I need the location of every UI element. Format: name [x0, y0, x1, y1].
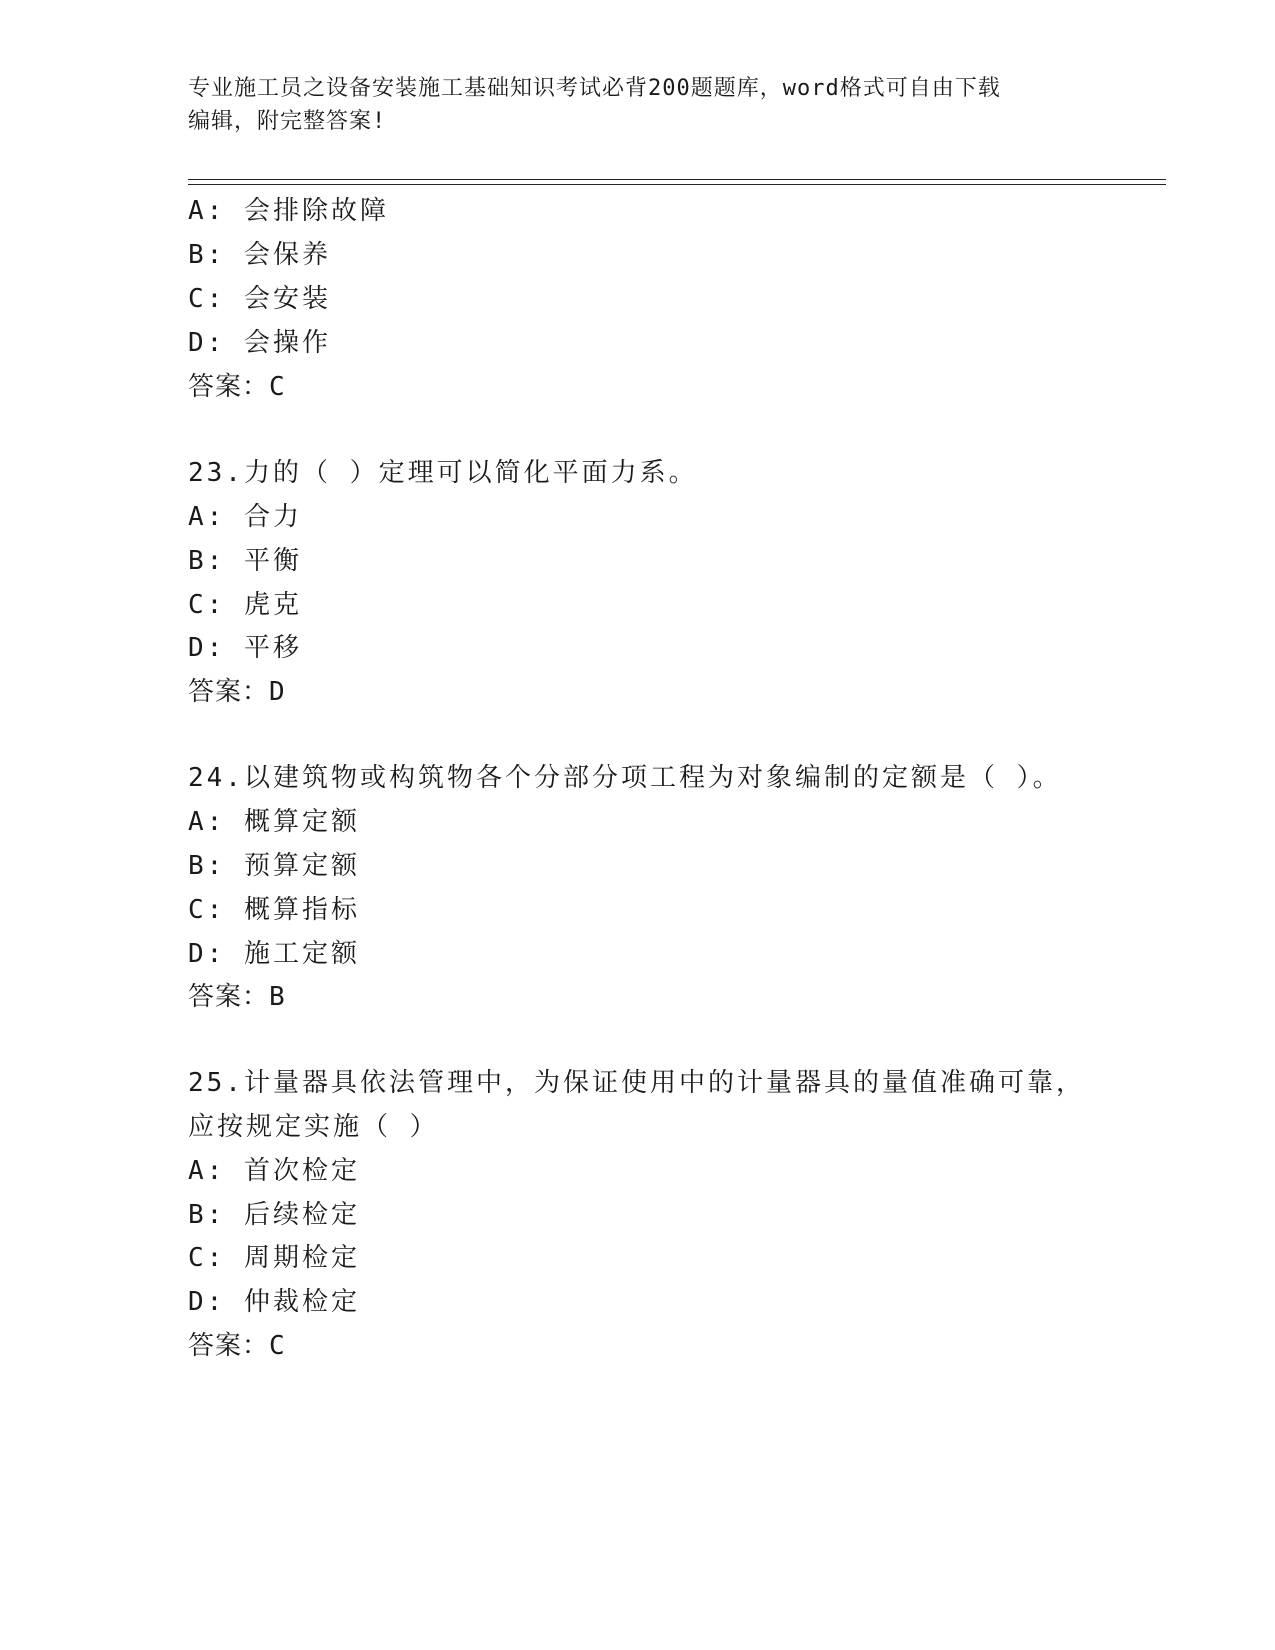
q23-option-d: D: 平移	[188, 633, 302, 663]
q24-answer: 答案：B	[188, 982, 286, 1012]
q23-question: 23.力的（ ）定理可以简化平面力系。	[188, 458, 698, 488]
q25-answer: 答案：C	[188, 1331, 286, 1361]
q24-option-d: D: 施工定额	[188, 939, 360, 969]
q22-option-c: C: 会安装	[188, 284, 331, 314]
header-divider-top	[188, 179, 1166, 180]
q25-option-b: B: 后续检定	[188, 1200, 360, 1230]
q23-option-c: C: 虎克	[188, 590, 302, 620]
q22-option-d: D: 会操作	[188, 328, 331, 358]
q22-option-a: A: 会排除故障	[188, 196, 389, 226]
q25-option-d: D: 仲裁检定	[188, 1287, 360, 1317]
q25-question-line-1: 25.计量器具依法管理中，为保证使用中的计量器具的量值准确可靠，	[188, 1068, 1085, 1098]
header-line-2: 编辑，附完整答案!	[188, 109, 387, 134]
q23-option-a: A: 合力	[188, 502, 302, 532]
header-divider-bottom	[188, 184, 1166, 185]
document-header	[188, 72, 1088, 138]
q25-option-c: C: 周期检定	[188, 1243, 360, 1273]
q25-question-line-2: 应按规定实施（ ）	[188, 1112, 439, 1142]
q24-option-c: C: 概算指标	[188, 895, 360, 925]
q22-option-b: B: 会保养	[188, 240, 331, 270]
q23-option-b: B: 平衡	[188, 546, 302, 576]
q23-answer: 答案：D	[188, 677, 286, 707]
header-line-1: 专业施工员之设备安装施工基础知识考试必背200题题库，word格式可自由下载	[188, 76, 1001, 101]
q24-option-a: A: 概算定额	[188, 807, 360, 837]
q25-option-a: A: 首次检定	[188, 1156, 360, 1186]
q24-option-b: B: 预算定额	[188, 851, 360, 881]
q24-question: 24.以建筑物或构筑物各个分部分项工程为对象编制的定额是（ ）。	[188, 763, 1062, 793]
q22-answer: 答案：C	[188, 372, 286, 402]
